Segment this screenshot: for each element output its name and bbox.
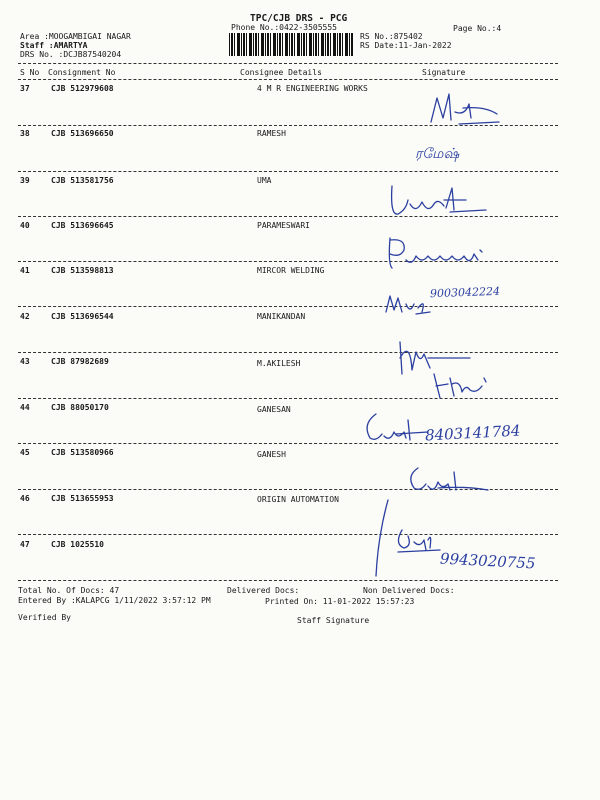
row-sno: 43 (20, 357, 30, 366)
rs-date: RS Date:11-Jan-2022 (360, 41, 452, 50)
row-consignee: MIRCOR WELDING (257, 266, 325, 275)
verified-by: Verified By (18, 613, 71, 622)
signature-scribble (368, 496, 448, 586)
signature-scribble (404, 462, 494, 498)
row-consignee: 4 M R ENGINEERING WORKS (257, 84, 368, 93)
row-consignment: CJB 513580966 (51, 448, 114, 457)
row-consignee: PARAMESWARI (257, 221, 310, 230)
row-divider (18, 534, 558, 535)
report-title: TPC/CJB DRS - PCG (250, 13, 348, 24)
row-sno: 37 (20, 84, 30, 93)
footer-divider (18, 580, 558, 581)
signature-phone: 9943020755 (439, 549, 536, 573)
signature-scribble (390, 334, 510, 404)
row-consignment: CJB 512979608 (51, 84, 114, 93)
row-consignee: ORIGIN AUTOMATION (257, 495, 339, 504)
row-sno: 47 (20, 540, 30, 549)
col-sno: S No (20, 68, 40, 77)
row-consignee: GANESH (257, 450, 286, 459)
row-sno: 40 (20, 221, 30, 230)
row-divider (18, 306, 558, 307)
row-consignment: CJB 513598813 (51, 266, 114, 275)
drs-number: DRS No. :DCJB87540204 (20, 50, 122, 59)
signature-scribble (386, 180, 496, 224)
row-sno: 44 (20, 403, 30, 412)
row-consignment: CJB 513696645 (51, 221, 114, 230)
row-consignment: CJB 88050170 (51, 403, 109, 412)
row-consignee: M.AKILESH (257, 359, 301, 368)
row-consignment: CJB 513696544 (51, 312, 114, 321)
col-signature: Signature (422, 68, 466, 77)
row-consignee: RAMESH (257, 129, 286, 138)
phone-number: Phone No.:0422-3505555 (231, 23, 337, 32)
printed-on: Printed On: 11-01-2022 15:57:23 (265, 597, 415, 606)
row-consignment: CJB 513696650 (51, 129, 114, 138)
non-delivered-docs: Non Delivered Docs: (363, 586, 455, 595)
staff-signature-label: Staff Signature (297, 616, 370, 625)
row-sno: 45 (20, 448, 30, 457)
signature-scribble (382, 290, 434, 318)
col-consignee: Consignee Details (240, 68, 322, 77)
area-label: Area :MOOGAMBIGAI NAGAR (20, 32, 131, 41)
row-sno: 39 (20, 176, 30, 185)
signature-scribble (425, 88, 505, 132)
row-sno: 41 (20, 266, 30, 275)
row-consignment: CJB 1025510 (51, 540, 104, 549)
signature-phone: 9003042224 (429, 284, 501, 301)
signature-handwriting: ரமேஷ் (415, 146, 460, 162)
entered-by: Entered By :KALAPCG 1/11/2022 3:57:12 PM (18, 596, 211, 605)
row-sno: 46 (20, 494, 30, 503)
page-number: Page No.:4 (453, 24, 502, 33)
row-consignee: GANESAN (257, 405, 291, 414)
row-consignment: CJB 87982689 (51, 357, 109, 366)
signature-scribble (360, 410, 430, 446)
barcode-image (229, 33, 354, 56)
row-divider (18, 443, 558, 444)
signature-phone: 8403141784 (424, 421, 521, 445)
total-docs: Total No. Of Docs: 47 (18, 586, 120, 595)
row-consignment: CJB 513581756 (51, 176, 114, 185)
staff-label: Staff :AMARTYA (20, 41, 88, 50)
column-divider (18, 79, 558, 80)
row-consignee: MANIKANDAN (257, 312, 306, 321)
signature-scribble (384, 234, 494, 274)
row-consignment: CJB 513655953 (51, 494, 114, 503)
row-consignee: UMA (257, 176, 272, 185)
row-divider (18, 171, 558, 172)
row-sno: 38 (20, 129, 30, 138)
header-divider (18, 63, 558, 64)
rs-number: RS No.:875402 (360, 32, 423, 41)
col-consignment: Consignment No (48, 68, 116, 77)
row-sno: 42 (20, 312, 30, 321)
delivered-docs: Delivered Docs: (227, 586, 300, 595)
